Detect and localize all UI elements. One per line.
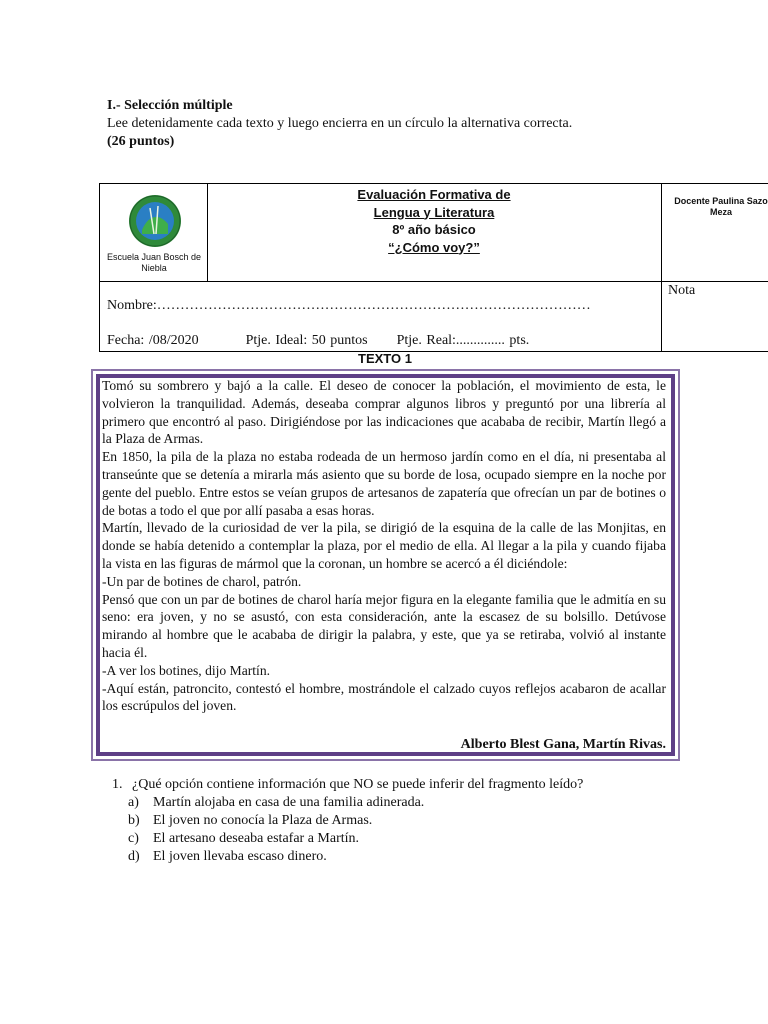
option-letter: a) (128, 795, 139, 810)
passage-paragraph: -Aquí están, patroncito, contestó el hombre, mostrándole el calzado cuyos reflejos acabaron de acallar los escrúpulos del joven. (102, 680, 666, 714)
fecha-row (107, 333, 529, 349)
texto-label: TEXTO 1 (358, 351, 412, 366)
passage-paragraph: -A ver los botines, dijo Martín. (102, 662, 271, 678)
option-text: El joven llevaba escaso dinero. (153, 849, 327, 864)
nombre-field[interactable]: Nombre:………………………………………………………………………………… (107, 298, 591, 313)
fecha-field: Fecha: /08/2020 (107, 333, 199, 348)
passage-paragraph: Martín, llevado de la curiosidad de ver la pila, se dirigió de la esquina de la calle de las Monjitas, en donde se había detenido a contemplar la plaza, por el medio de ella. Al llegar a la pila y cuando fijaba la vista en las figuras de mármol que la coronan, un hombre se acercó a él diciéndole: (102, 520, 666, 571)
passage-paragraph: Tomó su sombrero y bajó a la calle. El deseo de conocer la población, el movimiento de esta, le volvieron la tranquilidad. Además, deseaba comprar algunos libros y preguntó por una librería al primero que encontró al paso. Dirigiéndose por las indicaciones que acababa de recibir, Martín llegó a la Plaza de Armas. (102, 378, 666, 447)
option-c[interactable] (128, 831, 359, 847)
option-letter: c) (128, 831, 139, 846)
option-text: El joven no conocía la Plaza de Armas. (153, 813, 373, 828)
section-title: I.- Selección múltiple (107, 98, 233, 113)
school-name: Escuela Juan Bosch de Niebla (106, 252, 202, 273)
eval-title-line-3: 8º año básico (392, 222, 476, 237)
eval-title-line-2: Lengua y Literatura (373, 204, 495, 220)
passage-paragraph: -Un par de botines de charol, patrón. (102, 573, 302, 589)
section-points: (26 puntos) (107, 134, 175, 149)
question-number: 1. (112, 777, 123, 792)
option-letter: b) (128, 813, 140, 828)
school-logo (128, 194, 182, 248)
option-text: El artesano deseaba estafar a Martín. (153, 831, 360, 846)
teacher-name: Docente Paulina Sazo Meza (674, 196, 768, 217)
question-text: ¿Qué opción contiene información que NO se puede inferir del fragmento leído? (132, 777, 584, 792)
passage-text (102, 377, 666, 715)
eval-title-line-4: “¿Cómo voy?” (388, 239, 480, 255)
evaluation-title (208, 186, 660, 256)
nota-label: Nota (668, 283, 696, 298)
option-text: Martín alojaba en casa de una familia adinerada. (153, 795, 425, 810)
passage-author: Alberto Blest Gana, Martín Rivas. (460, 737, 666, 752)
option-b[interactable] (128, 813, 372, 829)
header-table (99, 183, 768, 352)
option-letter: d) (128, 849, 140, 864)
eval-title-line-1: Evaluación Formativa de (357, 187, 511, 202)
option-d[interactable] (128, 849, 327, 865)
passage-paragraph: Pensó que con un par de botines de charol haría mejor figura en la elegante familia que le admitía en su seno: era joven, y no se asustó, con esta consideración, ante la escasez de su bolsillo. Detúvose mirando al hombre que le acababa de dirigir la palabra, y este, que ya se retiraba, volvió al instante hacia él. (102, 591, 666, 660)
passage-paragraph: En 1850, la pila de la plaza no estaba rodeada de un hermoso jardín como en el día, ni presentaba al transeúnte que se detenía a mirarla más asiento que su borde de losa, ocupado siempre en la noche por gente del pueblo. Entre estos se veían grupos de artesanos de zapatería que ofrecían un par de botines o de botas a todo el que por allí pasaba a esas horas. (102, 449, 666, 518)
ptje-ideal: Ptje. Ideal: 50 puntos (245, 333, 368, 348)
section-instruction: Lee detenidamente cada texto y luego encierra en un círculo la alternativa correcta. (107, 116, 573, 131)
ptje-real-field[interactable]: Ptje. Real:.............. pts. (396, 333, 530, 348)
option-a[interactable] (128, 795, 424, 811)
